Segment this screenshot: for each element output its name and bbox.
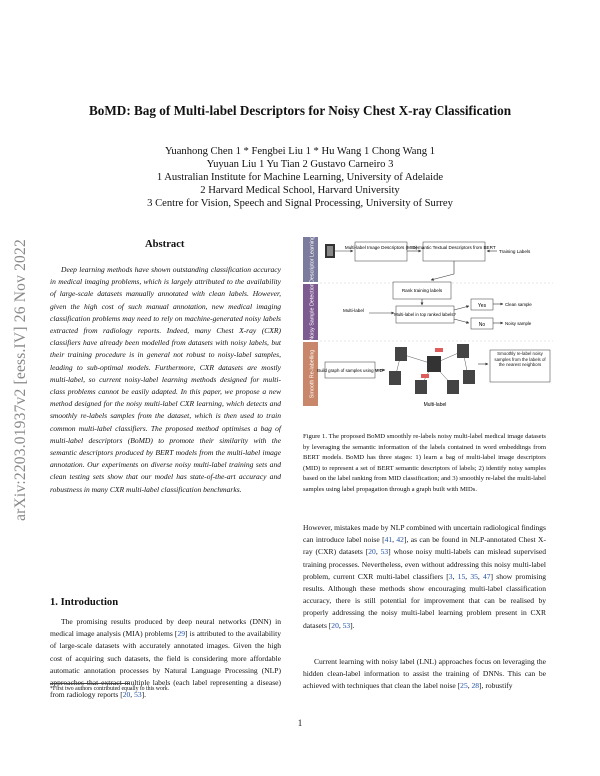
citation[interactable]: 25 (460, 681, 468, 691)
semantic-box-label: Semantic Textual Descriptors from BERT (412, 245, 496, 250)
citation[interactable]: 20 (368, 547, 376, 557)
citation[interactable]: 28 (471, 681, 480, 691)
xray-node (457, 344, 469, 358)
citation[interactable]: 53 (134, 690, 142, 700)
xray-node (395, 347, 407, 361)
arrow (454, 319, 469, 323)
abstract-body: Deep learning methods have shown outstanding classification accuracy in medical imaging problems, which is largely attributed to the availability of large-scale datasets manually annotated with clean labels. However, given the high cost of such manual annotation, new medical imaging classification problems may need to rely on machine-generated noisy labels extracted from radiology reports. Indeed, many Chest X-ray (CXR) classifiers have already been modelled from datasets with noisy labels, but their training procedure is in general not robust to noisy-label samples, leading to sub-optimal models. Furthermore, CXR datasets are mostly multi-label, so current noisy-label learning methods designed for multi-class problems cannot be easily adapted. In this paper, we propose a new method designed for the noisy multi-label CXR learning, which detects and smoothly re-labels samples from the dataset, which is then used to train common multi-label classifiers. The proposed method optimises a bag of multi-label descriptors (BoMD) to promote their similarity with the semantic descriptors produced by BERT models from the multi-label image annotation. Our experiments on diverse noisy multi-label training sets and clean testing sets show that our model has state-of-the-art accuracy and robustness in many CXR multi-label classification benchmarks. (50, 265, 281, 494)
page-number: 1 (297, 718, 303, 728)
affiliation-2: 2 Harvard Medical School, Harvard University (200, 185, 400, 196)
citation[interactable]: 20 (122, 690, 131, 700)
author-line-1: Yuanhong Chen 1 * Fengbei Liu 1 * Hu Wang 1 Chong Wang 1 (164, 146, 436, 157)
intro-paragraph: The promising results produced by deep neural networks (DNN) in medical image analysis (MIA) problems [29] is attributed to the availability of large-scale datasets with accurately annotated images. Given the high cost of acquiring such datasets, the field is considering more affordable automatic annotation processes by Natural Language Processing (NLP) approaches that extract multiple labels (each label representing a disease) from radiology reports [20, 53]. (50, 617, 281, 700)
stage-1-label: Descriptor Learning (309, 236, 316, 284)
figure-caption: Figure 1. The proposed BoMD smoothly re-labels noisy multi-label medical image datasets by leveraging the semantic information of the labels contained in word embeddings from BERT models. BoMD has three stages: 1) learn a bag of multi-label image descriptors (MID) to represent a set of BERT semantic descriptors of labels; 2) identify noisy samples based on the label ranking from MID classification; and 3) smoothly re-label the multi-label samples using label propagation through a graph built with MIDs. (303, 433, 546, 493)
xray-node (415, 380, 427, 394)
intro-heading: 1. Introduction (50, 597, 119, 608)
xray-node (389, 371, 401, 385)
multilabel-bottom-label: Multi-label (423, 402, 447, 408)
figure-1 (303, 236, 553, 414)
citation[interactable]: 35 (470, 571, 478, 581)
author-line-2: Yuyuan Liu 1 Yu Tian 2 Gustavo Carneiro 3 (206, 159, 394, 170)
arxiv-id: arXiv:2203.01937v2 [eess.IV] 26 Nov 2022 (12, 239, 29, 521)
citation[interactable]: 3 (448, 571, 453, 581)
citation[interactable]: 41 (384, 535, 393, 545)
xray-node-center (427, 356, 441, 372)
mid-box-label: Multi-label Image Descriptors (MID) (344, 245, 418, 250)
citation[interactable]: 53 (342, 620, 351, 630)
citation[interactable]: 53 (380, 547, 389, 557)
citation[interactable]: 42 (396, 535, 404, 545)
rank-box-label: Rank training labels (401, 288, 443, 293)
paper-title: BoMD: Bag of Multi-label Descriptors for Noisy Chest X-ray Classification (88, 103, 512, 118)
right-paragraph-1: However, mistakes made by NLP combined with uncertain radiological findings can introduce label noise [41, 42], as can be found in NLP-annotated Chest X-ray (CXR) datasets [20, 53] whose noisy multi-labels can mislead supervised training processes. Nevertheless, even without addressing this noisy multi-label problem, current CXR multi-label classifiers [3, 15, 35, 47] show promising results. Although these methods show encouraging multi-label classification accuracy, there is still potential for improvement that can be realised by properly addressing the noisy multi-label learning problem present in CXR datasets [20, 53]. (303, 523, 547, 630)
arrow (431, 274, 454, 280)
smooth-box-text (491, 351, 549, 381)
yes-label: Yes (477, 303, 487, 309)
graph-of-xrays (389, 344, 475, 394)
xray-thumbnail-inner (327, 246, 333, 256)
footnote: *First two authors contributed equally to this work. (50, 686, 170, 692)
footnote-rule (50, 683, 130, 684)
citation[interactable]: 29 (177, 629, 185, 639)
citation[interactable]: 20 (331, 620, 339, 630)
xray-node (447, 380, 459, 394)
label-bar (435, 348, 443, 352)
multilabel-left-label: Multi-label (343, 308, 364, 313)
xray-node (463, 370, 475, 384)
right-paragraph-2: Current learning with noisy label (LNL) approaches focus on leveraging the hidden clean-label information to assist the training of DNNs. This can be achieved with techniques that clean the label noise [25, 28], robustify (303, 657, 546, 691)
arrow (454, 306, 469, 310)
graph-box-label: Build graph of samples using MID (317, 368, 383, 373)
affiliation-3: 3 Centre for Vision, Speech and Signal Processing, University of Surrey (147, 198, 453, 209)
stage-2-label: Noisy Sample Detection (309, 283, 316, 341)
smooth-box-label: Smoothly re-label noisy samples from the labels of the nearest neighbors (494, 351, 546, 368)
training-labels-label: Training Labels (499, 249, 531, 254)
label-bar (421, 374, 429, 378)
citation[interactable]: 15 (457, 571, 466, 581)
decision-box-label: Multi-label in top ranked labels? (394, 312, 456, 317)
noisy-sample-label: Noisy sample (505, 321, 532, 326)
stage-3-label: Smooth Re-labelling (309, 349, 316, 399)
clean-sample-label: Clean sample (505, 302, 532, 307)
abstract-heading: Abstract (145, 239, 185, 250)
affiliation-1: 1 Australian Institute for Machine Learning, University of Adelaide (156, 172, 444, 183)
arxiv-stamp (6, 190, 36, 570)
no-label: No (478, 322, 486, 328)
citation[interactable]: 47 (482, 571, 491, 581)
